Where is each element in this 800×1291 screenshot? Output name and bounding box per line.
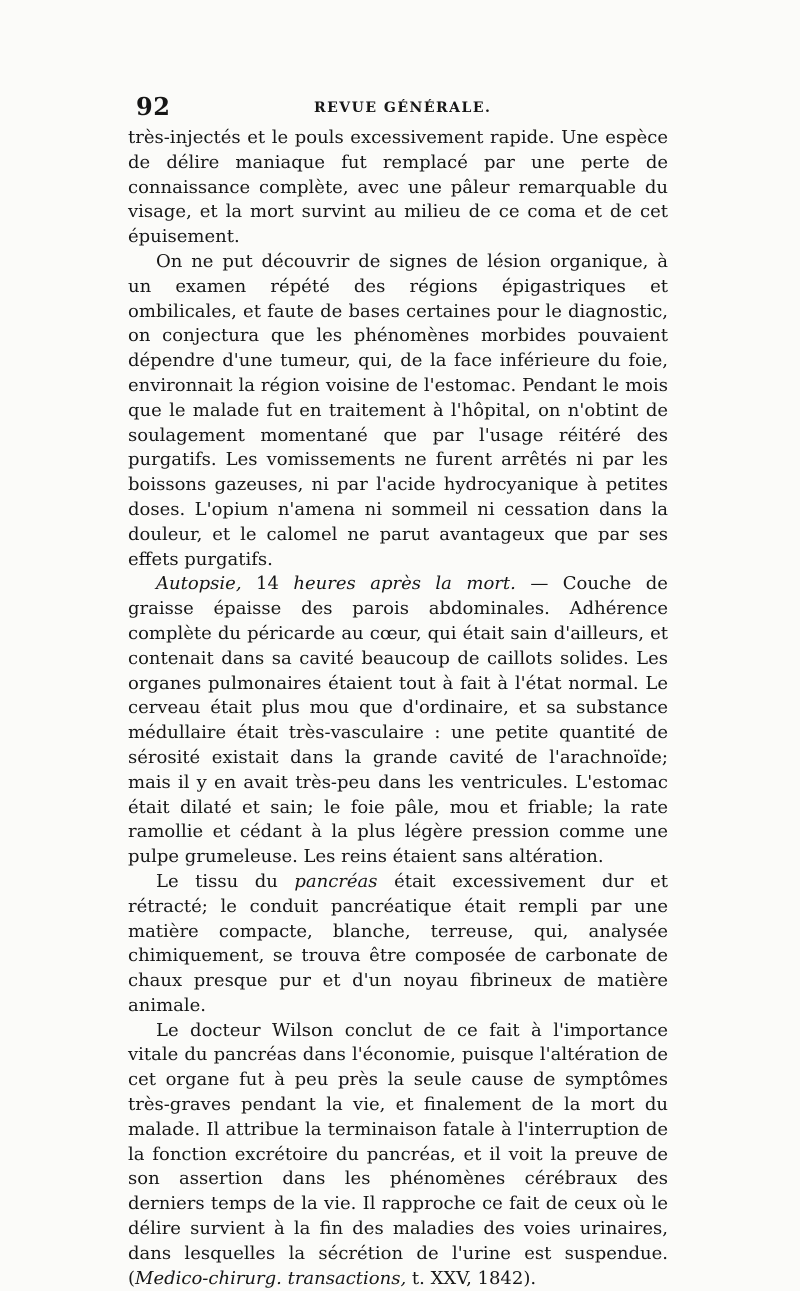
pancreas-lead: Le tissu du (156, 870, 278, 892)
journal-page (128, 92, 668, 1291)
paragraph-2: On ne put découvrir de signes de lésion organique, à un examen répété des régions épigastriques et ombilicales, et faute de bases certaines pour le diagnostic, on conjectura que les phénomènes morbides pouvaient dépendre d'une tumeur, qui, de la face inférieure du foie, environnait la région voisine de l'estomac. Pendant le mois que le malade fut en traitement à l'hôpital, on n'obtint de soulagement momentané que par l'usage réitéré des purgatifs. Les vomissements ne furent arrêtés ni par les boissons gazeuses, ni par l'acide hydrocyanique à petites doses. L'opium n'amena ni sommeil ni cessation dans la douleur, et le calomel ne parut avantageux que par ses effets purgatifs. (128, 250, 668, 570)
autopsie-timing: heures après la mort. (293, 573, 516, 595)
conclusion-text: Le docteur Wilson conclut de ce fait à l'importance vitale du pancréas dans l'économie, puisque l'altération de cet organe fut à peu près la seule cause de symptômes très-graves pendant la vie, et finalement de la mort du malade. Il attribue la terminaison fatale à l'interruption de la fonction excrétoire du pancréas, et il voit la preuve de son assertion dans les phénomènes cérébraux des derniers temps de la vie. Il rapproche ce fait de ceux où le délire survient à la fin des maladies des voies urinaires, dans lesquelles la sécrétion de l'urine est suspendue. ( (128, 1019, 668, 1289)
page-header (128, 92, 668, 126)
page-number: 92 (136, 92, 171, 121)
paragraph-3 (128, 572, 668, 870)
paragraph-5 (128, 1019, 668, 1291)
running-title: REVUE GÉNÉRALE. (314, 100, 492, 116)
pancreas-term: pancréas (294, 870, 378, 892)
citation-volume: t. XXV, 1842). (411, 1267, 537, 1289)
autopsie-label: Autopsie, (156, 573, 242, 595)
autopsie-hours: 14 (256, 573, 279, 595)
paragraph-1: très-injectés et le pouls excessivement rapide. Une espèce de délire maniaque fut remplacé par une perte de connaissance complète, avec une pâleur remarquable du visage, et la mort survint au milieu de ce coma et de cet épuisement. (128, 127, 668, 248)
pancreas-findings: était excessivement dur et rétracté; le conduit pancréatique était rempli par une matière compacte, blanche, terreuse, qui, analysée chimiquement, se trouva être composée de carbonate de chaux presque pur et d'un noyau fibrineux de matière animale. (128, 870, 668, 1016)
paragraph-4 (128, 870, 668, 1019)
article-body (128, 126, 668, 1291)
autopsie-findings: — Couche de graisse épaisse des parois abdominales. Adhérence complète du péricarde au cœur, qui était sain d'ailleurs, et contenait dans sa cavité beaucoup de caillots solides. Les organes pulmonaires étaient tout à fait à l'état normal. Le cerveau était plus mou que d'ordinaire, et sa substance médullaire était très-vasculaire : une petite quantité de sérosité existait dans la grande cavité de l'arachnoïde; mais il y en avait très-peu dans les ventricules. L'estomac était dilaté et sain; le foie pâle, mou et friable; la rate ramollie et cédant à la plus légère pression comme une pulpe grumeleuse. Les reins étaient sans altération. (128, 573, 668, 868)
citation-journal: Medico-chirurg. transactions, (135, 1267, 407, 1289)
